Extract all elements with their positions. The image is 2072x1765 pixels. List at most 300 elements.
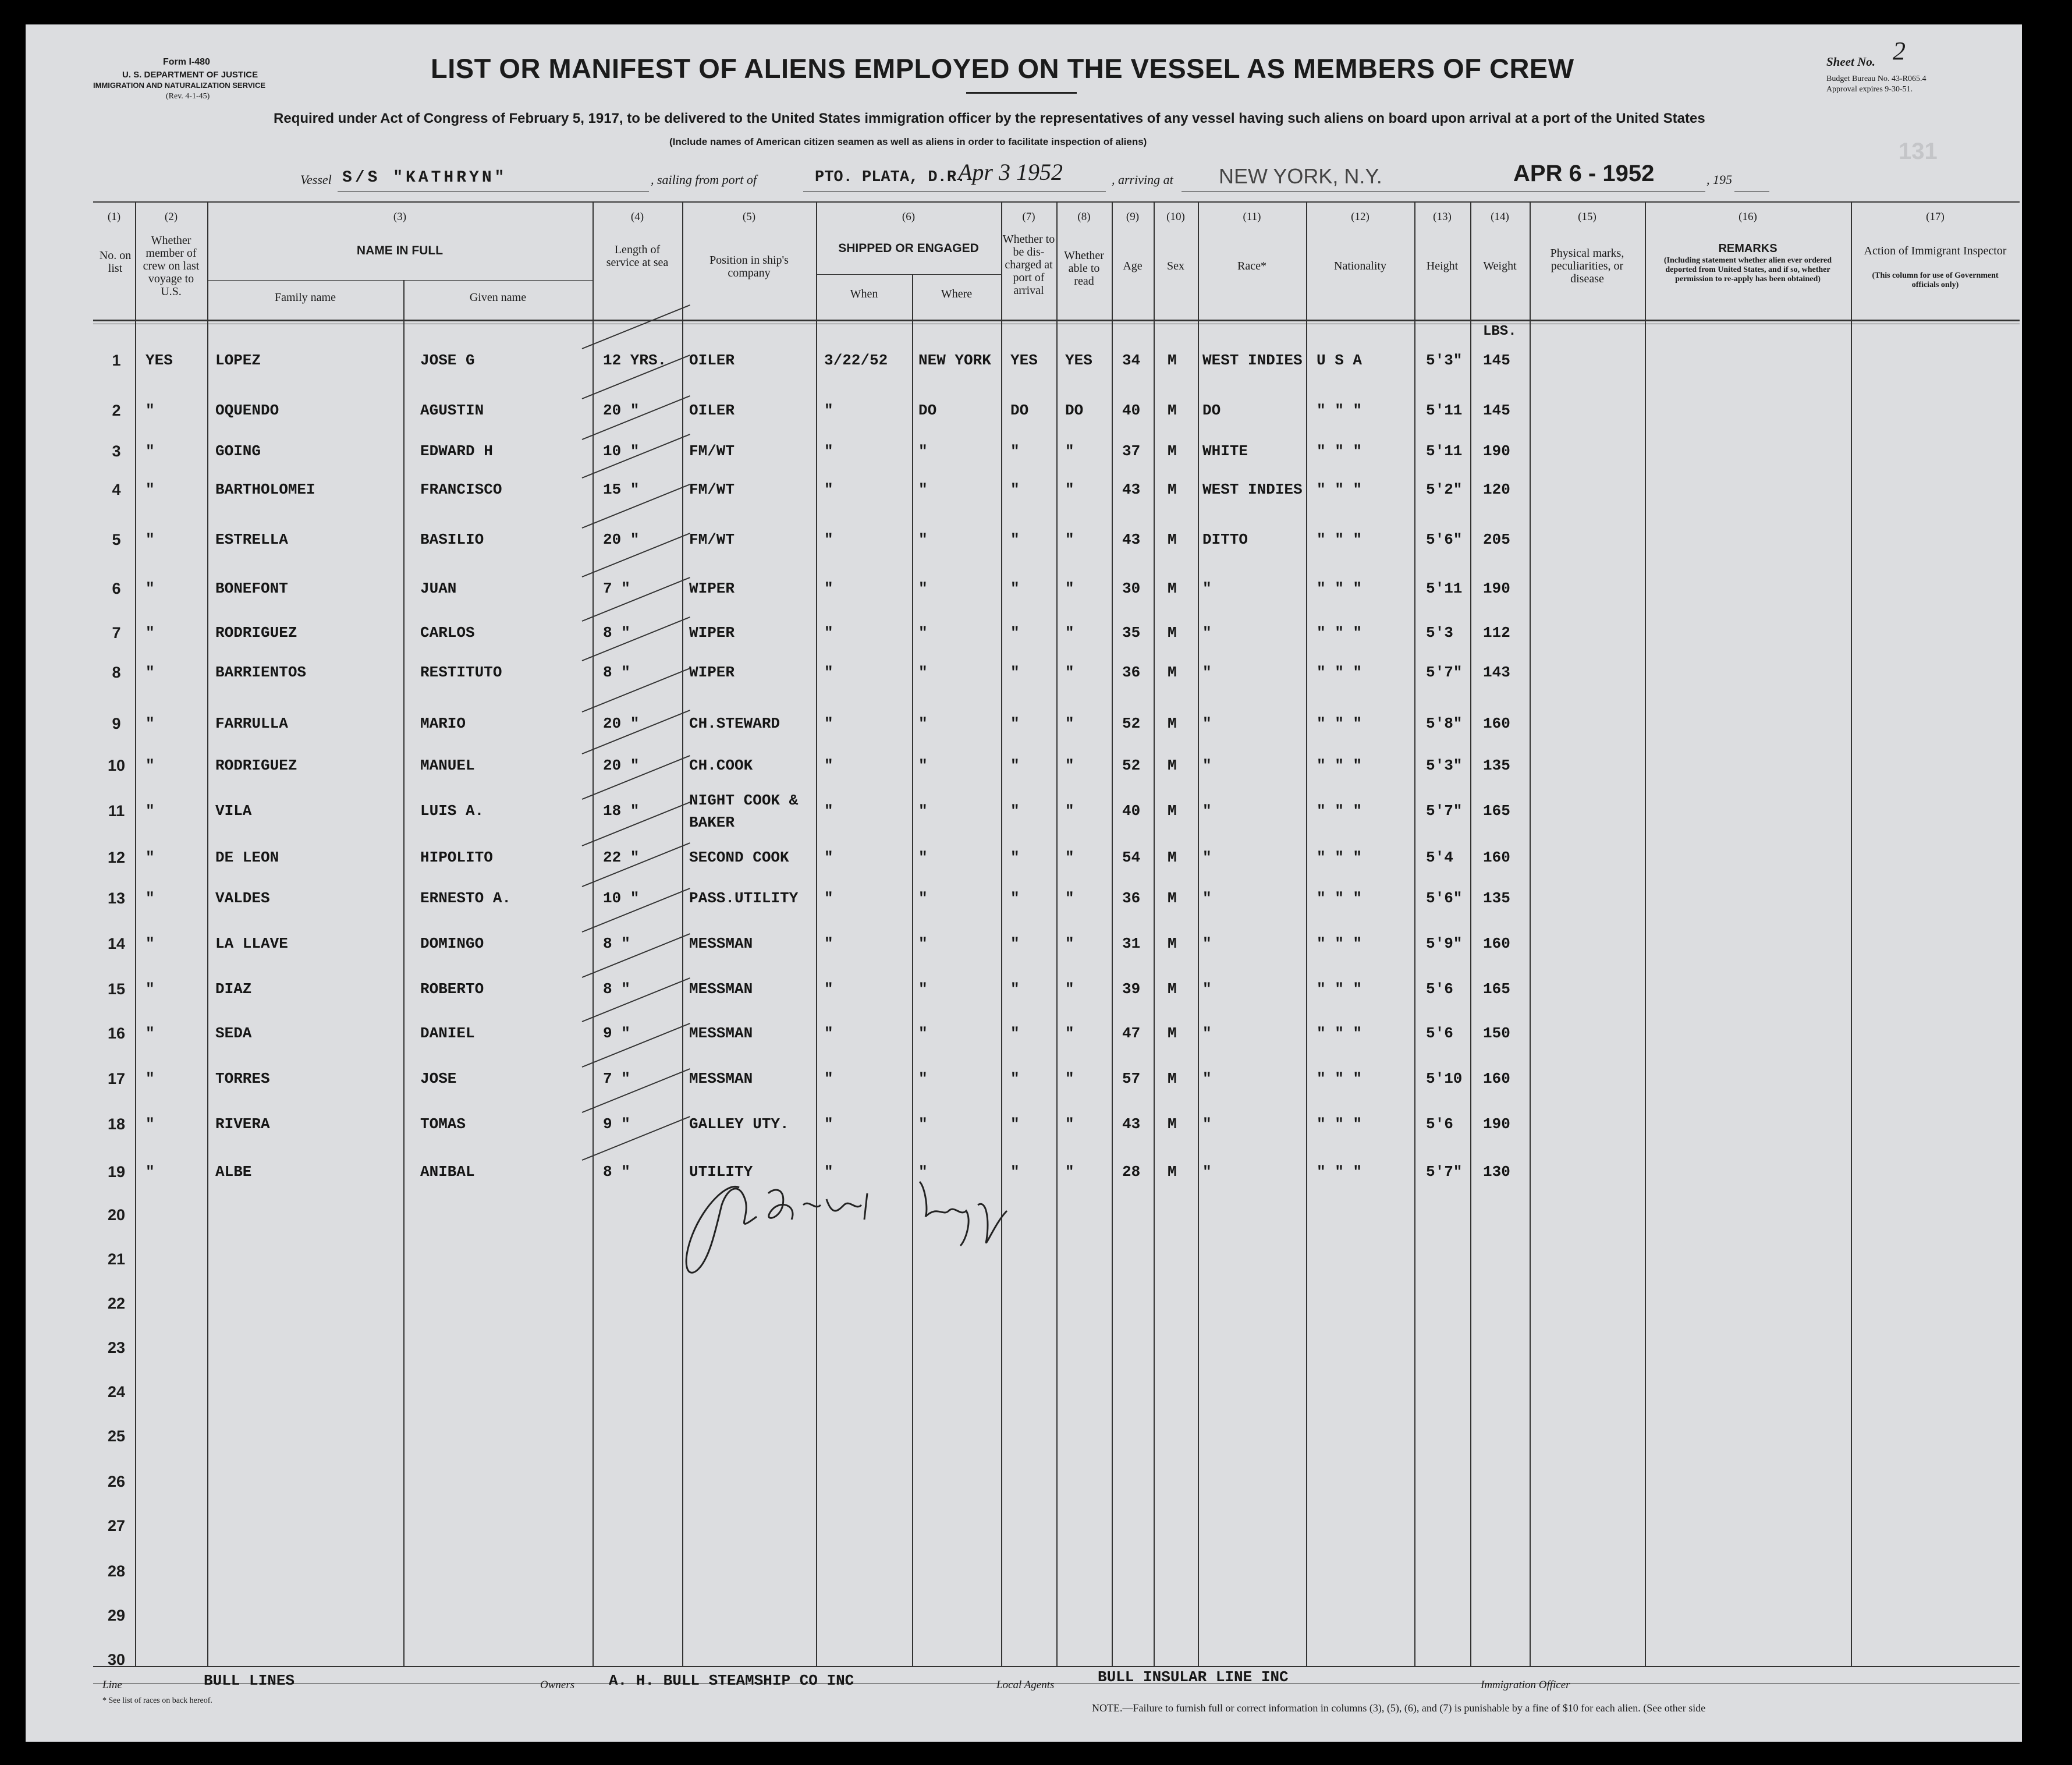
row-nationality: " " " bbox=[1317, 402, 1363, 419]
row-position: CH.STEWARD bbox=[689, 715, 780, 732]
row-sex: M bbox=[1168, 757, 1177, 774]
row-height: 5'11 bbox=[1426, 402, 1463, 419]
row-family-name: BONEFONT bbox=[215, 580, 288, 597]
row-number: 12 bbox=[107, 849, 126, 866]
department: U. S. DEPARTMENT OF JUSTICE bbox=[122, 70, 258, 80]
row-position: PASS.UTILITY bbox=[689, 889, 799, 907]
col-header-crew: Whether member of crew on last voyage to U.S. bbox=[143, 234, 200, 298]
row-weight: 190 bbox=[1483, 580, 1510, 597]
row-family-name: VILA bbox=[215, 802, 252, 820]
row-age: 36 bbox=[1122, 664, 1141, 681]
row-discharged: DO bbox=[1010, 402, 1029, 419]
row-nationality: " " " bbox=[1317, 1070, 1363, 1087]
row-number: 14 bbox=[107, 935, 126, 952]
row-number: 18 bbox=[107, 1115, 126, 1133]
row-height: 5'2" bbox=[1426, 481, 1463, 498]
row-number: 1 bbox=[112, 352, 121, 369]
row-shipped-where: " bbox=[918, 1163, 928, 1181]
sailing-date: Apr 3 1952 bbox=[958, 159, 1063, 185]
row-weight: 135 bbox=[1483, 757, 1510, 774]
row-crew: " bbox=[146, 849, 155, 866]
row-shipped-where: " bbox=[918, 531, 928, 548]
row-position: MESSMAN bbox=[689, 1025, 753, 1042]
row-discharged: " bbox=[1010, 1070, 1020, 1087]
row-position-line2: BAKER bbox=[689, 814, 735, 831]
row-sex: M bbox=[1168, 531, 1177, 548]
col-num: (13) bbox=[1433, 211, 1452, 223]
row-crew: " bbox=[146, 1115, 155, 1133]
row-crew: " bbox=[146, 531, 155, 548]
row-family-name: DIAZ bbox=[215, 980, 252, 998]
row-discharged: " bbox=[1010, 849, 1020, 866]
row-family-name: SEDA bbox=[215, 1025, 252, 1042]
row-sex: M bbox=[1168, 580, 1177, 597]
row-given-name: BASILIO bbox=[420, 531, 484, 548]
row-discharged: " bbox=[1010, 935, 1020, 952]
col-header-age: Age bbox=[1123, 260, 1143, 272]
row-discharged: YES bbox=[1010, 352, 1038, 369]
row-shipped-where: " bbox=[918, 935, 928, 952]
row-height: 5'11 bbox=[1426, 442, 1463, 460]
row-shipped-when: " bbox=[824, 580, 833, 597]
row-position: WIPER bbox=[689, 624, 735, 642]
row-height: 5'11 bbox=[1426, 580, 1463, 597]
row-able-to-read: " bbox=[1065, 580, 1074, 597]
row-sex: M bbox=[1168, 624, 1177, 642]
row-discharged: " bbox=[1010, 1025, 1020, 1042]
col-header-sex: Sex bbox=[1167, 260, 1184, 272]
service-name: IMMIGRATION AND NATURALIZATION SERVICE bbox=[93, 81, 266, 90]
row-shipped-where: " bbox=[918, 1115, 928, 1133]
row-able-to-read: " bbox=[1065, 664, 1074, 681]
row-position: OILER bbox=[689, 402, 735, 419]
col-num: (10) bbox=[1166, 211, 1185, 223]
row-race: WEST INDIES bbox=[1202, 352, 1303, 369]
row-sex: M bbox=[1168, 1070, 1177, 1087]
row-number: 8 bbox=[112, 664, 121, 681]
row-age: 40 bbox=[1122, 802, 1141, 820]
row-shipped-where: " bbox=[918, 849, 928, 866]
row-service: 7 " bbox=[603, 580, 630, 597]
row-crew: " bbox=[146, 1070, 155, 1087]
row-shipped-when: " bbox=[824, 624, 833, 642]
row-family-name: TORRES bbox=[215, 1070, 270, 1087]
row-service: 8 " bbox=[603, 624, 630, 642]
col-header-action-note: (This column for use of Government officials only) bbox=[1872, 271, 1999, 289]
row-sex: M bbox=[1168, 849, 1177, 866]
inspector-signature bbox=[669, 1164, 1135, 1281]
row-service: 20 " bbox=[603, 402, 640, 419]
col-header-remarks: REMARKS bbox=[1718, 242, 1777, 255]
footer-line-value: BULL LINES bbox=[204, 1672, 295, 1689]
row-given-name: DOMINGO bbox=[420, 935, 484, 952]
row-weight: 160 bbox=[1483, 715, 1510, 732]
row-crew: " bbox=[146, 481, 155, 498]
row-age: 52 bbox=[1122, 715, 1141, 732]
row-race: " bbox=[1202, 624, 1212, 642]
row-position: MESSMAN bbox=[689, 1070, 753, 1087]
row-position: OILER bbox=[689, 352, 735, 369]
row-service: 10 " bbox=[603, 442, 640, 460]
vessel-name: S/S "KATHRYN" bbox=[342, 169, 508, 187]
row-age: 47 bbox=[1122, 1025, 1141, 1042]
row-age: 43 bbox=[1122, 1115, 1141, 1133]
row-crew: " bbox=[146, 442, 155, 460]
row-age: 54 bbox=[1122, 849, 1141, 866]
row-service: 10 " bbox=[603, 889, 640, 907]
row-service: 22 " bbox=[603, 849, 640, 866]
row-height: 5'6 bbox=[1426, 1115, 1453, 1133]
col-num: (14) bbox=[1491, 211, 1509, 223]
row-position: FM/WT bbox=[689, 531, 735, 548]
footer-agents-label: Local Agents bbox=[996, 1679, 1055, 1691]
col-header-no: No. on list bbox=[99, 249, 132, 275]
row-number: 13 bbox=[107, 889, 126, 907]
row-family-name: DE LEON bbox=[215, 849, 279, 866]
row-number: 7 bbox=[112, 624, 121, 642]
row-able-to-read: " bbox=[1065, 442, 1074, 460]
row-nationality: " " " bbox=[1317, 664, 1363, 681]
row-weight: 130 bbox=[1483, 1163, 1510, 1181]
row-shipped-when: " bbox=[824, 935, 833, 952]
row-height: 5'6 bbox=[1426, 1025, 1453, 1042]
title-underline bbox=[966, 92, 1077, 94]
row-able-to-read: YES bbox=[1065, 352, 1092, 369]
row-shipped-where: " bbox=[918, 1070, 928, 1087]
row-age: 40 bbox=[1122, 402, 1141, 419]
col-header-physical: Physical marks, peculiarities, or disease bbox=[1550, 247, 1624, 285]
row-nationality: " " " bbox=[1317, 802, 1363, 820]
sheet-number: 2 bbox=[1893, 37, 1906, 65]
row-number: 11 bbox=[108, 802, 125, 820]
row-number: 2 bbox=[112, 402, 121, 419]
row-shipped-when: " bbox=[824, 980, 833, 998]
row-discharged: " bbox=[1010, 624, 1020, 642]
row-weight: 160 bbox=[1483, 849, 1510, 866]
row-crew: " bbox=[146, 402, 155, 419]
row-shipped-where: " bbox=[918, 664, 928, 681]
row-sex: M bbox=[1168, 442, 1177, 460]
subtitle: Required under Act of Congress of February 5, 1917, to be delivered to the United States immigration officer by the representatives of any vessel having such aliens on board upon arrival at a port of the United States bbox=[274, 111, 1705, 126]
row-sex: M bbox=[1168, 352, 1177, 369]
table-bottom-border bbox=[93, 1666, 2020, 1667]
page-title: LIST OR MANIFEST OF ALIENS EMPLOYED ON THE VESSEL AS MEMBERS OF CREW bbox=[431, 53, 1574, 84]
col-header-height: Height bbox=[1426, 260, 1459, 272]
row-height: 5'7" bbox=[1426, 664, 1463, 681]
row-race: WEST INDIES bbox=[1202, 481, 1303, 498]
row-family-name: RODRIGUEZ bbox=[215, 757, 297, 774]
row-shipped-where: NEW YORK bbox=[918, 352, 991, 369]
row-service: 8 " bbox=[603, 664, 630, 681]
row-height: 5'3" bbox=[1426, 757, 1463, 774]
row-able-to-read: " bbox=[1065, 1070, 1074, 1087]
row-shipped-when: " bbox=[824, 849, 833, 866]
row-nationality: " " " bbox=[1317, 935, 1363, 952]
row-position: MESSMAN bbox=[689, 935, 753, 952]
row-given-name: DANIEL bbox=[420, 1025, 475, 1042]
row-age: 30 bbox=[1122, 580, 1141, 597]
row-shipped-when: " bbox=[824, 757, 833, 774]
row-age: 37 bbox=[1122, 442, 1141, 460]
row-shipped-where: " bbox=[918, 624, 928, 642]
row-number: 16 bbox=[107, 1025, 126, 1042]
row-able-to-read: " bbox=[1065, 481, 1074, 498]
footer-penalty-note: NOTE.—Failure to furnish full or correct information in columns (3), (5), (6), and (7) is punishable by a fine of $10 for each alien. (See other side bbox=[1092, 1702, 1706, 1714]
footer-races-note: * See list of races on back hereof. bbox=[102, 1696, 212, 1705]
budget-bureau: Budget Bureau No. 43-R065.4 bbox=[1826, 75, 1926, 83]
row-age: 31 bbox=[1122, 935, 1141, 952]
row-shipped-where: " bbox=[918, 802, 928, 820]
row-able-to-read: " bbox=[1065, 1025, 1074, 1042]
row-position: CH.COOK bbox=[689, 757, 753, 774]
row-discharged: " bbox=[1010, 1163, 1020, 1181]
col-header-action: Action of Immigrant Inspector bbox=[1864, 244, 2007, 257]
row-race: " bbox=[1202, 980, 1212, 998]
row-race: WHITE bbox=[1202, 442, 1248, 460]
col-num: (15) bbox=[1578, 211, 1596, 223]
row-family-name: LA LLAVE bbox=[215, 935, 288, 952]
weight-unit: LBS. bbox=[1483, 324, 1517, 339]
row-number: 25 bbox=[107, 1427, 126, 1445]
row-race: DITTO bbox=[1202, 531, 1248, 548]
row-discharged: " bbox=[1010, 531, 1020, 548]
col-header-nationality: Nationality bbox=[1334, 260, 1386, 272]
row-service: 12 YRS. bbox=[603, 352, 667, 369]
row-race: " bbox=[1202, 715, 1212, 732]
row-crew: " bbox=[146, 580, 155, 597]
row-number: 17 bbox=[107, 1070, 126, 1087]
row-shipped-when: " bbox=[824, 1115, 833, 1133]
col-num: (12) bbox=[1351, 211, 1369, 223]
footer-owners-label: Owners bbox=[540, 1679, 575, 1691]
row-age: 43 bbox=[1122, 481, 1141, 498]
row-crew: " bbox=[146, 980, 155, 998]
year-label: , 195 bbox=[1706, 172, 1732, 187]
row-height: 5'7" bbox=[1426, 1163, 1463, 1181]
row-position: FM/WT bbox=[689, 442, 735, 460]
row-sex: M bbox=[1168, 1115, 1177, 1133]
row-shipped-when: " bbox=[824, 802, 833, 820]
row-crew: " bbox=[146, 1163, 155, 1181]
row-height: 5'9" bbox=[1426, 935, 1463, 952]
row-height: 5'3 bbox=[1426, 624, 1453, 642]
row-given-name: JUAN bbox=[420, 580, 457, 597]
row-sex: M bbox=[1168, 935, 1177, 952]
row-weight: 160 bbox=[1483, 1070, 1510, 1087]
row-nationality: " " " bbox=[1317, 1115, 1363, 1133]
row-service: 8 " bbox=[603, 935, 630, 952]
row-position: SECOND COOK bbox=[689, 849, 789, 866]
row-crew: " bbox=[146, 802, 155, 820]
row-race: " bbox=[1202, 849, 1212, 866]
row-able-to-read: " bbox=[1065, 935, 1074, 952]
row-sex: M bbox=[1168, 1163, 1177, 1181]
row-shipped-where: " bbox=[918, 715, 928, 732]
row-number: 10 bbox=[107, 757, 126, 774]
row-shipped-when: " bbox=[824, 481, 833, 498]
footer-line-label: Line bbox=[102, 1679, 122, 1691]
row-shipped-when: " bbox=[824, 1025, 833, 1042]
row-age: 34 bbox=[1122, 352, 1141, 369]
row-race: " bbox=[1202, 935, 1212, 952]
footer-officer-label: Immigration Officer bbox=[1481, 1679, 1570, 1691]
row-sex: M bbox=[1168, 802, 1177, 820]
row-nationality: " " " bbox=[1317, 531, 1363, 548]
row-discharged: " bbox=[1010, 580, 1020, 597]
row-nationality: " " " bbox=[1317, 715, 1363, 732]
row-weight: 135 bbox=[1483, 889, 1510, 907]
sailing-port: PTO. PLATA, D.R. bbox=[815, 169, 966, 186]
col-header-remarks-note: (Including statement whether alien ever ordered deported from United States, and if so, whether permission to re-apply has been obtained) bbox=[1663, 256, 1832, 283]
row-nationality: " " " bbox=[1317, 757, 1363, 774]
row-given-name: RESTITUTO bbox=[420, 664, 502, 681]
row-nationality: " " " bbox=[1317, 624, 1363, 642]
row-able-to-read: " bbox=[1065, 757, 1074, 774]
row-weight: 165 bbox=[1483, 802, 1510, 820]
row-discharged: " bbox=[1010, 889, 1020, 907]
col-num: (8) bbox=[1077, 211, 1091, 223]
row-crew: " bbox=[146, 889, 155, 907]
row-crew: " bbox=[146, 935, 155, 952]
row-service: 15 " bbox=[603, 481, 640, 498]
row-family-name: ESTRELLA bbox=[215, 531, 288, 548]
row-race: DO bbox=[1202, 402, 1221, 419]
row-number: 30 bbox=[107, 1651, 126, 1668]
row-number: 29 bbox=[107, 1607, 126, 1624]
row-nationality: " " " bbox=[1317, 1163, 1363, 1181]
row-shipped-when: " bbox=[824, 664, 833, 681]
col-num: (11) bbox=[1243, 211, 1261, 223]
row-given-name: ANIBAL bbox=[420, 1163, 475, 1181]
row-sex: M bbox=[1168, 481, 1177, 498]
form-revision: (Rev. 4-1-45) bbox=[166, 92, 210, 101]
row-able-to-read: " bbox=[1065, 849, 1074, 866]
row-discharged: " bbox=[1010, 664, 1020, 681]
row-position: FM/WT bbox=[689, 481, 735, 498]
row-service: 8 " bbox=[603, 980, 630, 998]
col-header-race: Race* bbox=[1237, 260, 1266, 272]
row-service: 20 " bbox=[603, 531, 640, 548]
row-race: " bbox=[1202, 1070, 1212, 1087]
row-shipped-when: " bbox=[824, 1070, 833, 1087]
row-given-name: HIPOLITO bbox=[420, 849, 493, 866]
row-discharged: " bbox=[1010, 980, 1020, 998]
arrival-date-stamp: APR 6 - 1952 bbox=[1513, 161, 1655, 186]
row-crew: " bbox=[146, 715, 155, 732]
row-able-to-read: " bbox=[1065, 980, 1074, 998]
row-race: " bbox=[1202, 802, 1212, 820]
row-given-name: TOMAS bbox=[420, 1115, 466, 1133]
col-header-where: Where bbox=[941, 288, 973, 300]
col-num: (6) bbox=[902, 211, 916, 223]
form-number: Form I-480 bbox=[163, 57, 210, 67]
row-shipped-when: " bbox=[824, 402, 833, 419]
row-number: 15 bbox=[107, 980, 126, 998]
row-service: 18 " bbox=[603, 802, 640, 820]
row-family-name: OQUENDO bbox=[215, 402, 279, 419]
col-header-when: When bbox=[850, 288, 878, 300]
row-number: 21 bbox=[107, 1250, 126, 1268]
row-age: 35 bbox=[1122, 624, 1141, 642]
row-position: NIGHT COOK & bbox=[689, 792, 799, 809]
row-position: GALLEY UTY. bbox=[689, 1115, 789, 1133]
row-number: 24 bbox=[107, 1383, 126, 1401]
row-given-name: JOSE bbox=[420, 1070, 457, 1087]
row-age: 36 bbox=[1122, 889, 1141, 907]
row-weight: 145 bbox=[1483, 402, 1510, 419]
row-nationality: " " " bbox=[1317, 889, 1363, 907]
row-weight: 120 bbox=[1483, 481, 1510, 498]
row-nationality: " " " bbox=[1317, 849, 1363, 866]
row-number: 9 bbox=[112, 715, 121, 732]
row-weight: 190 bbox=[1483, 1115, 1510, 1133]
col-header-weight: Weight bbox=[1483, 260, 1517, 272]
col-num: (1) bbox=[107, 211, 121, 223]
row-number: 22 bbox=[107, 1295, 126, 1312]
row-race: " bbox=[1202, 889, 1212, 907]
col-num: (3) bbox=[393, 211, 407, 223]
row-nationality: " " " bbox=[1317, 442, 1363, 460]
row-position: MESSMAN bbox=[689, 980, 753, 998]
row-race: " bbox=[1202, 1163, 1212, 1181]
sailing-label: , sailing from port of bbox=[651, 172, 757, 187]
row-shipped-where: " bbox=[918, 442, 928, 460]
row-shipped-when: " bbox=[824, 889, 833, 907]
row-nationality: " " " bbox=[1317, 1025, 1363, 1042]
subtitle-note: (Include names of American citizen seamen as well as aliens in order to facilitate inspection of aliens) bbox=[669, 136, 1147, 147]
row-position: WIPER bbox=[689, 580, 735, 597]
row-height: 5'8" bbox=[1426, 715, 1463, 732]
sheet-label: Sheet No. bbox=[1826, 55, 1875, 69]
row-given-name: LUIS A. bbox=[420, 802, 484, 820]
row-given-name: FRANCISCO bbox=[420, 481, 502, 498]
row-nationality: " " " bbox=[1317, 980, 1363, 998]
col-header-family: Family name bbox=[275, 291, 336, 304]
row-discharged: " bbox=[1010, 1115, 1020, 1133]
row-number: 5 bbox=[112, 531, 121, 548]
col-num: (5) bbox=[742, 211, 756, 223]
col-num: (2) bbox=[164, 211, 178, 223]
row-shipped-where: " bbox=[918, 889, 928, 907]
row-able-to-read: " bbox=[1065, 802, 1074, 820]
row-number: 26 bbox=[107, 1473, 126, 1490]
row-crew: YES bbox=[146, 352, 173, 369]
row-age: 43 bbox=[1122, 531, 1141, 548]
row-crew: " bbox=[146, 664, 155, 681]
row-crew: " bbox=[146, 1025, 155, 1042]
row-given-name: MANUEL bbox=[420, 757, 475, 774]
row-family-name: LOPEZ bbox=[215, 352, 261, 369]
row-height: 5'7" bbox=[1426, 802, 1463, 820]
row-family-name: RIVERA bbox=[215, 1115, 270, 1133]
row-shipped-where: " bbox=[918, 1025, 928, 1042]
row-height: 5'6" bbox=[1426, 531, 1463, 548]
svg-text:J. Blanco Dugg: J. Blanco Dugg bbox=[669, 1164, 673, 1165]
row-crew: " bbox=[146, 757, 155, 774]
row-weight: 145 bbox=[1483, 352, 1510, 369]
row-sex: M bbox=[1168, 1025, 1177, 1042]
col-header-shipped: SHIPPED OR ENGAGED bbox=[838, 242, 979, 255]
row-family-name: BARTHOLOMEI bbox=[215, 481, 315, 498]
row-shipped-where: " bbox=[918, 580, 928, 597]
row-able-to-read: " bbox=[1065, 1163, 1074, 1181]
row-shipped-when: 3/22/52 bbox=[824, 352, 888, 369]
row-able-to-read: " bbox=[1065, 715, 1074, 732]
row-crew: " bbox=[146, 624, 155, 642]
row-age: 52 bbox=[1122, 757, 1141, 774]
row-number: 20 bbox=[107, 1206, 126, 1224]
row-service: 20 " bbox=[603, 715, 640, 732]
